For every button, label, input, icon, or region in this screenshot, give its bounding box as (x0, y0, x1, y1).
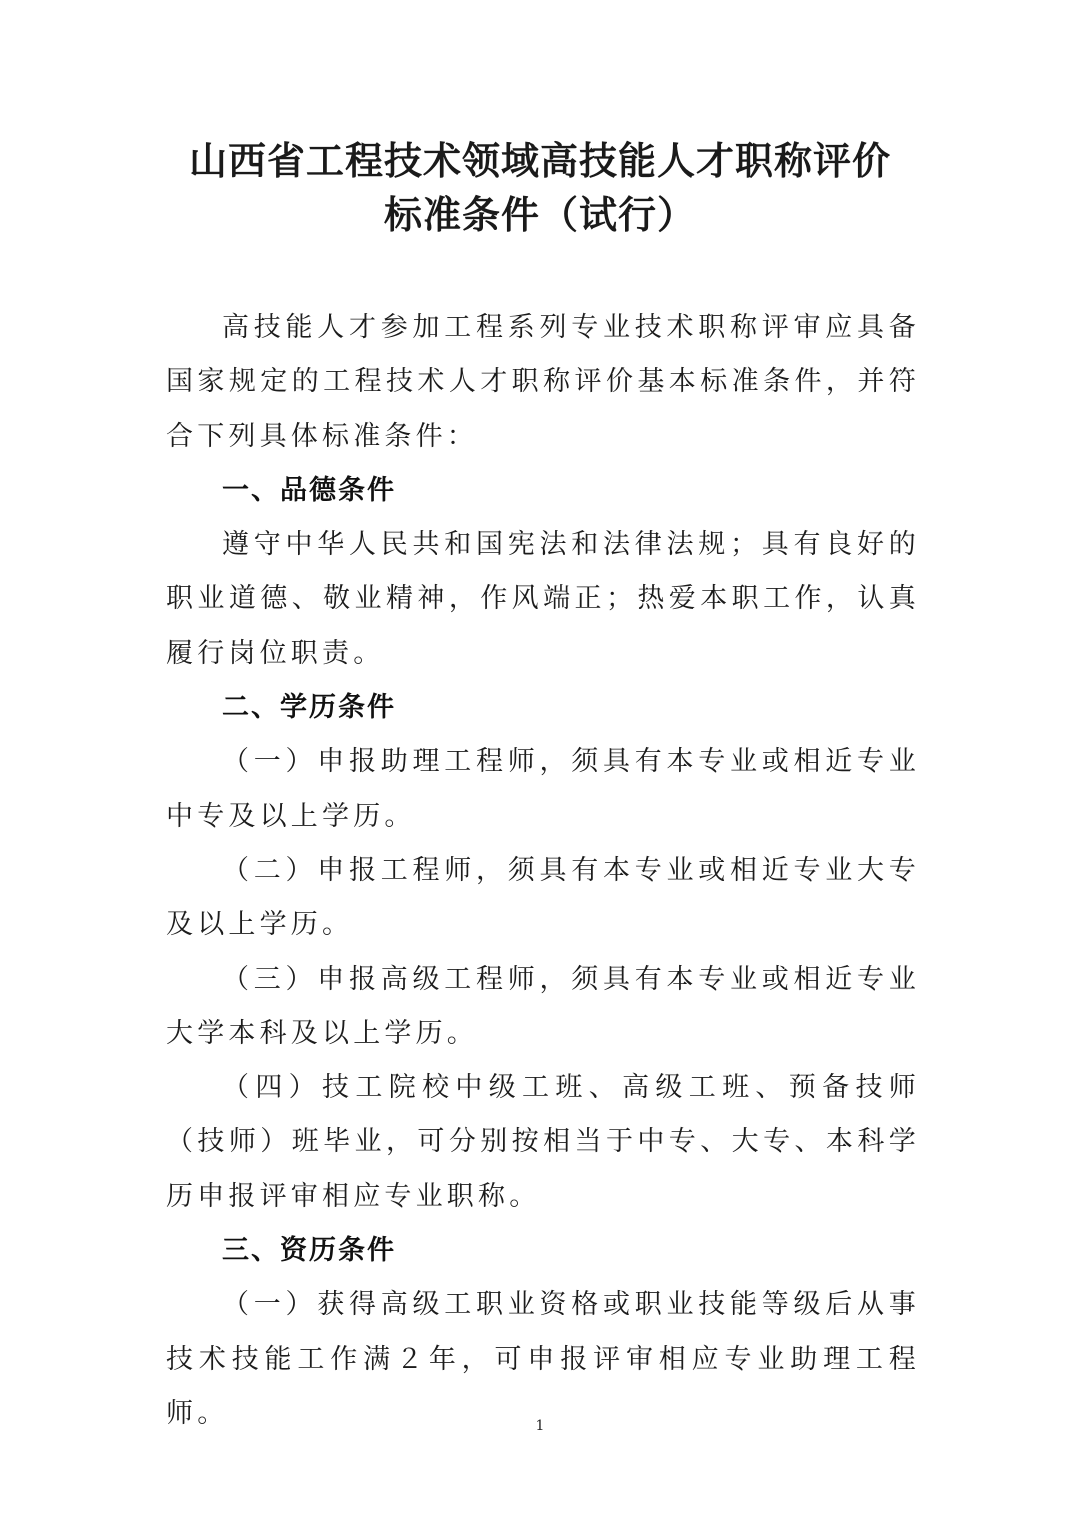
education-item: （四）技工院校中级工班、高级工班、预备技师（技师）班毕业，可分别按相当于中专、大专、本科学历申报评审相应专业职称。 (166, 1072, 920, 1212)
document-body (166, 301, 920, 1441)
qualification-item: （一）获得高级工职业资格或职业技能等级后从事技术技能工作满２年，可申报评审相应专业助理工程师。 (166, 1289, 920, 1429)
section-paragraph-moral: 遵守中华人民共和国宪法和法律法规；具有良好的职业道德、敬业精神，作风端正；热爱本职工作，认真履行岗位职责。 (166, 529, 920, 669)
section-heading-education: 二、学历条件 (222, 692, 396, 724)
document-title-line-1: 山西省工程技术领域高技能人才职称评价 (188, 138, 891, 183)
section-heading-qualification: 三、资历条件 (222, 1235, 396, 1267)
education-item: （二）申报工程师，须具有本专业或相近专业大专及以上学历。 (166, 854, 920, 941)
section-heading-moral: 一、品德条件 (222, 474, 396, 506)
education-item: （一）申报助理工程师，须具有本专业或相近专业中专及以上学历。 (166, 746, 920, 832)
page-number: 1 (535, 1418, 545, 1434)
intro-paragraph: 高技能人才参加工程系列专业技术职称评审应具备国家规定的工程技术人才职称评价基本标准条件，并符合下列具体标准条件： (166, 312, 920, 452)
document-title-line-2: 标准条件（试行） (383, 192, 696, 237)
education-item: （三）申报高级工程师，须具有本专业或相近专业大学本科及以上学历。 (166, 963, 920, 1049)
